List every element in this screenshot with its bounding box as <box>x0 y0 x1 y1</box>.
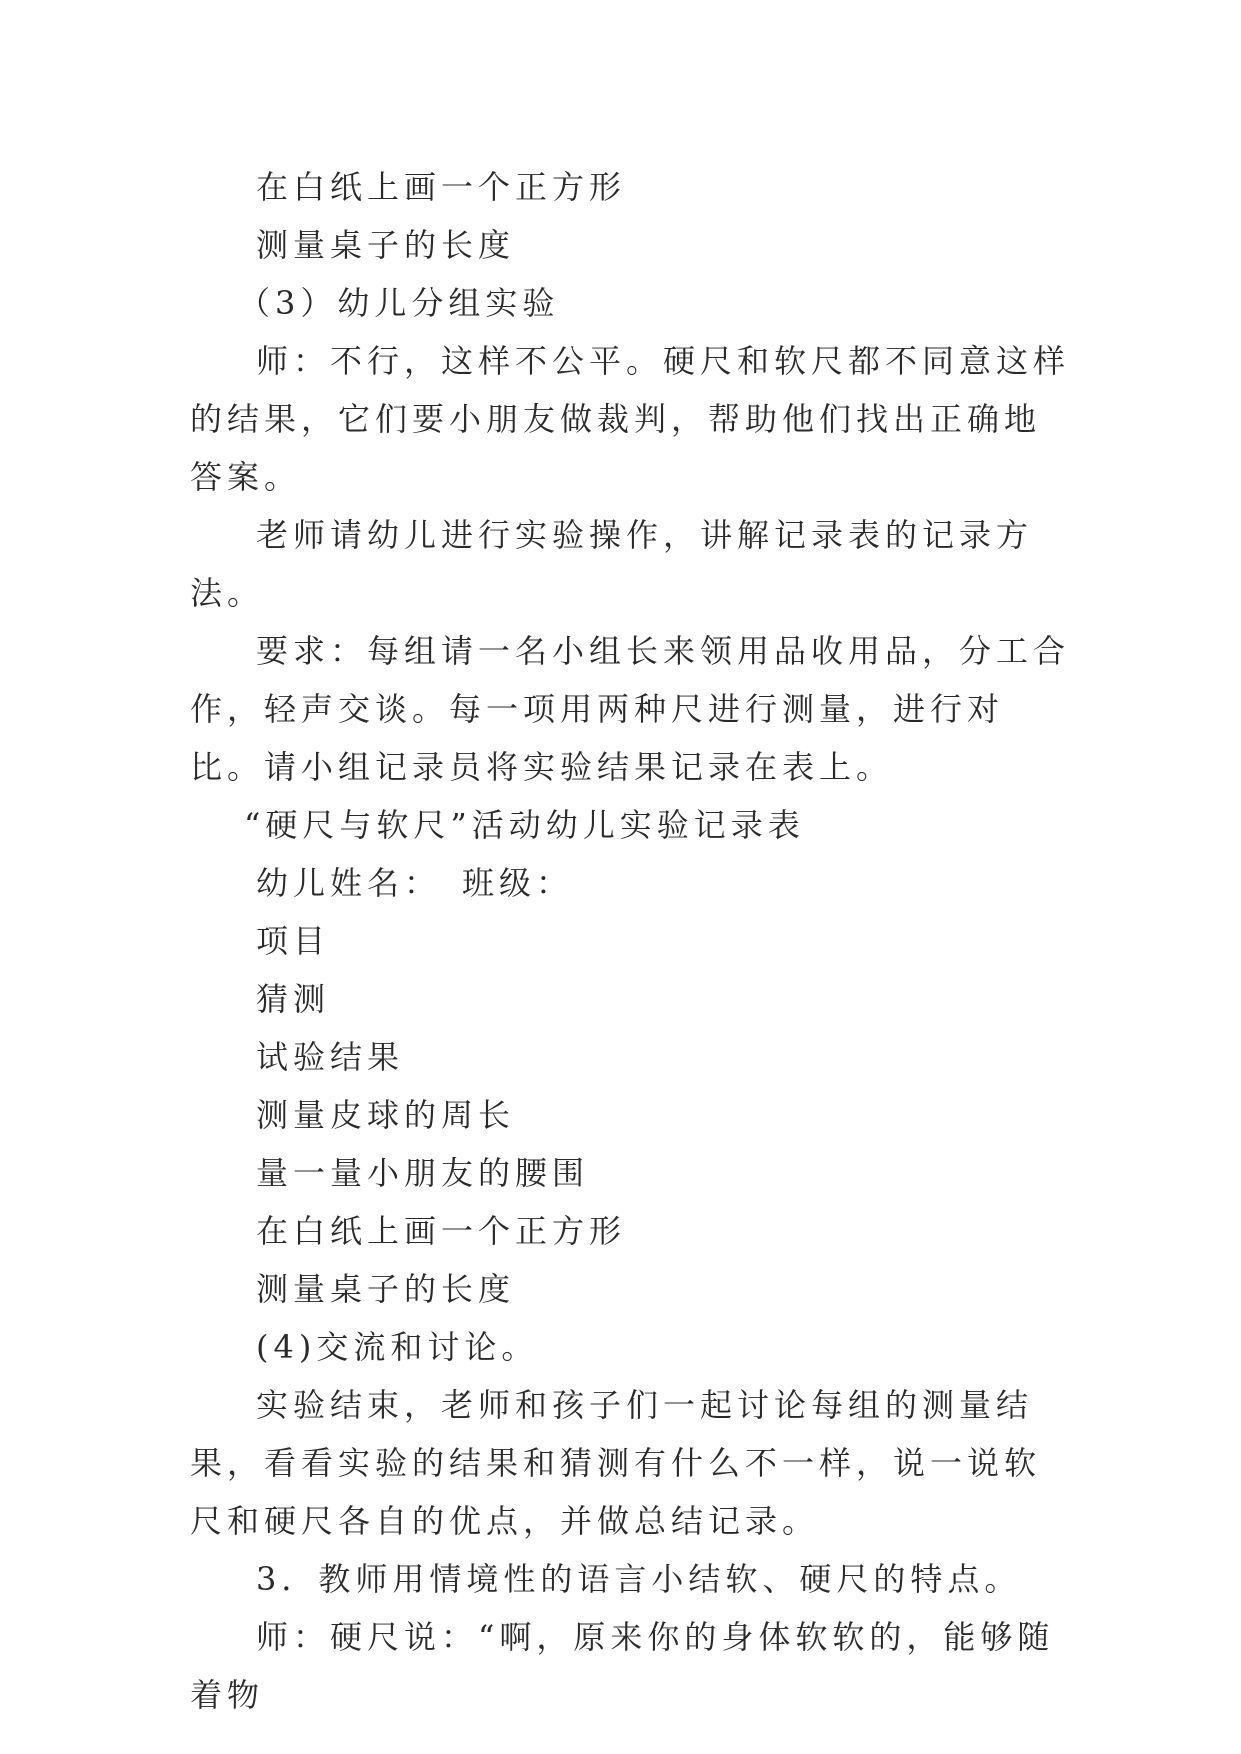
paragraph-hard-ruler-says: 师：硬尺说：“啊，原来你的身体软软的，能够随着物 <box>190 1618 1055 1714</box>
paragraph-teacher-instructions: 老师请幼儿进行实验操作，讲解记录表的记录方法。 <box>190 516 1034 612</box>
table-row-table-length: 测量桌子的长度 <box>256 1270 516 1308</box>
table-header-item: 项目 <box>256 922 331 960</box>
paragraph-measure-table-1: 测量桌子的长度 <box>256 226 516 264</box>
table-row-waist: 量一量小朋友的腰围 <box>256 1154 590 1192</box>
paragraph-draw-square-1: 在白纸上画一个正方形 <box>256 168 627 206</box>
table-row-ball: 测量皮球的周长 <box>256 1096 516 1134</box>
table-title: “硬尺与软尺”活动幼儿实验记录表 <box>244 806 805 844</box>
heading-discussion: (4)交流和讨论。 <box>256 1328 539 1366</box>
paragraph-teacher-unfair: 师：不行，这样不公平。硬尺和软尺都不同意这样的结果，它们要小朋友做裁判，帮助他们找出正确地答案。 <box>190 342 1071 496</box>
heading-group-experiment: （3）幼儿分组实验 <box>238 284 560 322</box>
table-row-square: 在白纸上画一个正方形 <box>256 1212 627 1250</box>
table-name-class: 幼儿姓名： 班级： <box>256 864 574 902</box>
table-header-result: 试验结果 <box>256 1038 405 1076</box>
document-body <box>190 158 1070 1724</box>
table-header-guess: 猜测 <box>256 980 331 1018</box>
paragraph-summary-step: 3．教师用情境性的语言小结软、硬尺的特点。 <box>256 1560 1022 1598</box>
paragraph-requirements: 要求：每组请一名小组长来领用品收用品，分工合作，轻声交谈。每一项用两种尺进行测量，进行对比。请小组记录员将实验结果记录在表上。 <box>190 632 1071 786</box>
paragraph-experiment-end: 实验结束，老师和孩子们一起讨论每组的测量结果，看看实验的结果和猜测有什么不一样，说一说软尺和硬尺各自的优点，并做总结记录。 <box>190 1386 1042 1540</box>
